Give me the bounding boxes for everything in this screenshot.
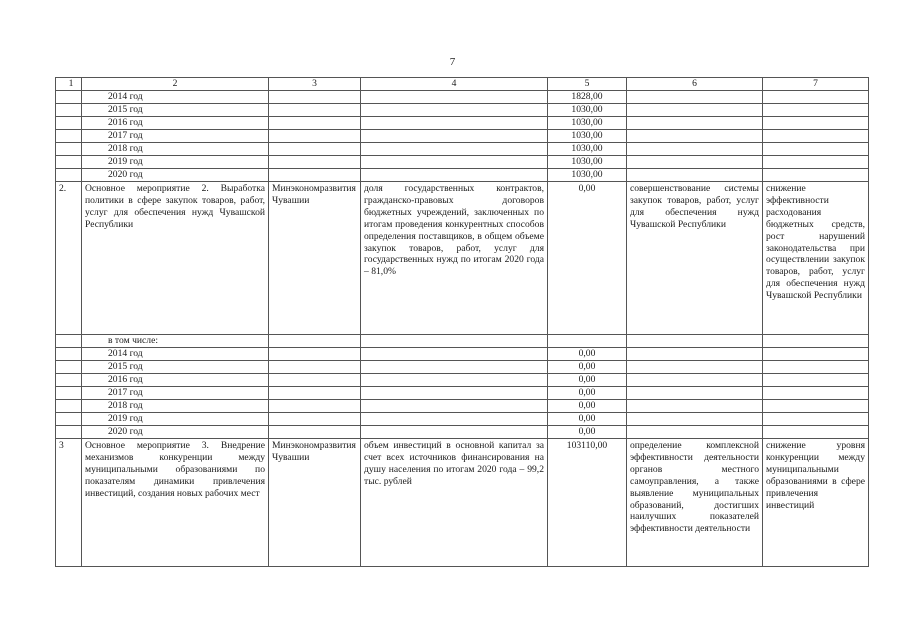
table-row bbox=[56, 361, 869, 374]
year-label: 2016 год bbox=[82, 374, 269, 387]
year-label: 2018 год bbox=[82, 143, 269, 156]
table-row bbox=[56, 91, 869, 104]
including-label: в том числе: bbox=[82, 335, 269, 348]
year-value: 0,00 bbox=[548, 426, 627, 439]
table-row bbox=[56, 169, 869, 182]
measure-value: 103110,00 bbox=[548, 439, 627, 567]
measure-number: 3 bbox=[56, 439, 82, 567]
measure-value: 0,00 bbox=[548, 182, 627, 335]
page-number: 7 bbox=[449, 56, 456, 68]
year-label: 2020 год bbox=[82, 426, 269, 439]
year-label: 2015 год bbox=[82, 104, 269, 117]
measure-row bbox=[56, 182, 869, 335]
year-label: 2019 год bbox=[82, 156, 269, 169]
year-value: 0,00 bbox=[548, 348, 627, 361]
year-value: 0,00 bbox=[548, 400, 627, 413]
year-label: 2019 год bbox=[82, 413, 269, 426]
year-label: 2016 год bbox=[82, 117, 269, 130]
table-row bbox=[56, 426, 869, 439]
table-row bbox=[56, 374, 869, 387]
table-row bbox=[56, 130, 869, 143]
column-number: 5 bbox=[548, 78, 627, 91]
measures-table bbox=[55, 77, 869, 567]
year-label: 2014 год bbox=[82, 91, 269, 104]
column-number: 2 bbox=[82, 78, 269, 91]
year-value: 1030,00 bbox=[548, 143, 627, 156]
year-label: 2020 год bbox=[82, 169, 269, 182]
measure-name: Основное мероприятие 3. Внедрение механизмов конкуренции между муниципальными образованиями по показателям динамики привлечения инвестиций, создания новых рабочих мест bbox=[82, 439, 269, 567]
table-row bbox=[56, 143, 869, 156]
measure-consequence: снижение эффективности расходования бюджетных средств, рост нарушений законодательства при осуществлении закупок товаров, работ, услуг для обеспечения нужд Чувашской Республики bbox=[763, 182, 869, 335]
measure-result: совершенствование системы закупок товаров, работ, услуг для обеспечения нужд Чувашской Республики bbox=[627, 182, 763, 335]
year-value: 0,00 bbox=[548, 413, 627, 426]
column-number-row bbox=[56, 78, 869, 91]
year-value: 0,00 bbox=[548, 361, 627, 374]
measure-executor: Минэкономразвития Чувашии bbox=[269, 439, 361, 567]
year-value: 1030,00 bbox=[548, 104, 627, 117]
column-number: 1 bbox=[56, 78, 82, 91]
table-row bbox=[56, 156, 869, 169]
column-number: 6 bbox=[627, 78, 763, 91]
measure-indicator: доля государственных контрактов, гражданско-правовых договоров бюджетных учреждений, заключенных по итогам проведения конкурентных способов определения поставщиков, в общем объеме закупок товаров, работ, услуг для государственных нужд по итогам 2020 года – 81,0% bbox=[361, 182, 548, 335]
table-row bbox=[56, 104, 869, 117]
year-value: 1828,00 bbox=[548, 91, 627, 104]
year-label: 2014 год bbox=[82, 348, 269, 361]
table-row bbox=[56, 117, 869, 130]
measure-result: определение комплексной эффективности деятельности органов местного самоуправления, а также выявление муниципальных образований, достигших наилучших показателей эффективности деятельности bbox=[627, 439, 763, 567]
year-label: 2017 год bbox=[82, 387, 269, 400]
column-number: 7 bbox=[763, 78, 869, 91]
year-value: 1030,00 bbox=[548, 117, 627, 130]
table-row bbox=[56, 348, 869, 361]
measure-name: Основное мероприятие 2. Выработка политики в сфере закупок товаров, работ, услуг для обеспечения нужд Чувашской Республики bbox=[82, 182, 269, 335]
column-number: 3 bbox=[269, 78, 361, 91]
table-row bbox=[56, 400, 869, 413]
year-label: 2018 год bbox=[82, 400, 269, 413]
table-row bbox=[56, 413, 869, 426]
measure-indicator: объем инвестиций в основной капитал за счет всех источников финансирования на душу населения по итогам 2020 года – 99,2 тыс. рублей bbox=[361, 439, 548, 567]
year-value: 1030,00 bbox=[548, 169, 627, 182]
year-value: 1030,00 bbox=[548, 156, 627, 169]
year-label: 2017 год bbox=[82, 130, 269, 143]
measure-consequence: снижение уровня конкуренции между муниципальными образованиями в сфере привлечения инвестиций bbox=[763, 439, 869, 567]
measure-number: 2. bbox=[56, 182, 82, 335]
year-value: 0,00 bbox=[548, 387, 627, 400]
year-value: 0,00 bbox=[548, 374, 627, 387]
column-number: 4 bbox=[361, 78, 548, 91]
year-label: 2015 год bbox=[82, 361, 269, 374]
table-row bbox=[56, 387, 869, 400]
measure-executor: Минэкономразвития Чувашии bbox=[269, 182, 361, 335]
measure-row bbox=[56, 439, 869, 567]
year-value: 1030,00 bbox=[548, 130, 627, 143]
table-row bbox=[56, 335, 869, 348]
